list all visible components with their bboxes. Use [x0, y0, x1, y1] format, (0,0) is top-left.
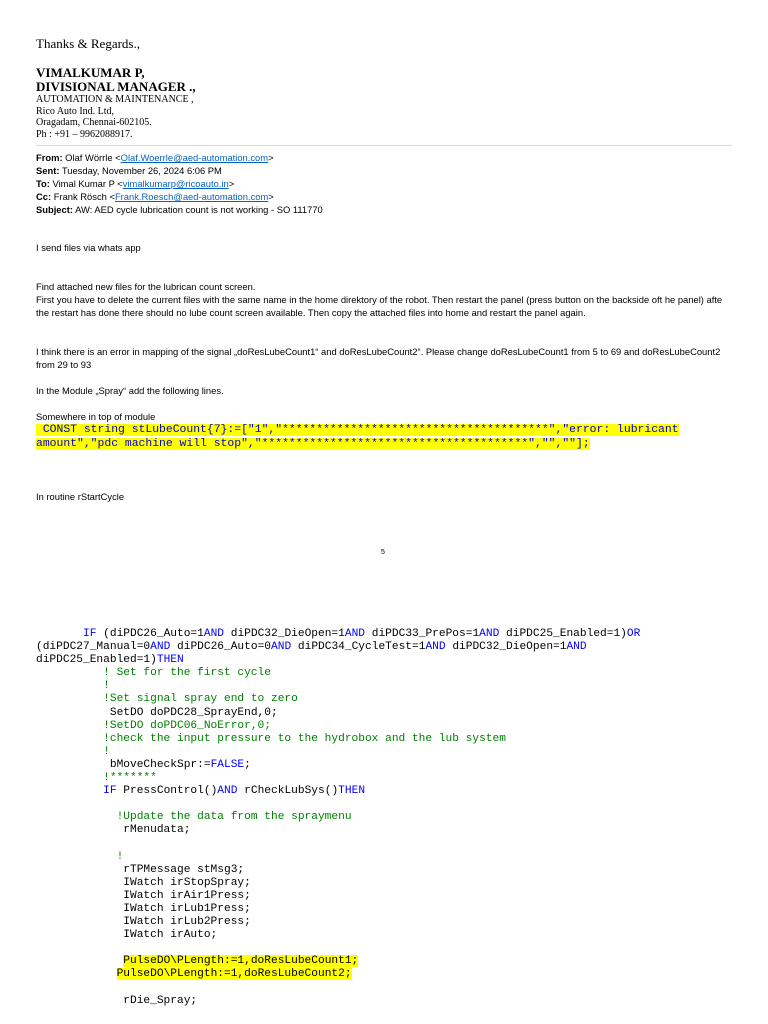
code-keyword-and: AND	[566, 641, 587, 654]
code-statement: IWatch irStopSpray;	[36, 876, 251, 889]
body-paragraph-2	[36, 280, 726, 319]
code-keyword-and: AND	[203, 628, 225, 640]
email-headers	[36, 151, 323, 216]
code-statement: IWatch irLub2Press;	[36, 916, 251, 929]
from-label: From:	[36, 152, 63, 163]
code-keyword-and: AND	[425, 641, 446, 654]
to-label: To:	[36, 178, 50, 189]
body-paragraph-2-line-2: First you have to delete the current files with the same name in the home direktory of the robot. Then restart the panel (press button on the backside oft he panel) afte the restart has done there should no lube count screen available. Then copy the attached files into home and restart the panel again.	[36, 294, 723, 318]
code-statement	[36, 759, 251, 771]
code-text: diPDC32_DieOpen=1	[224, 628, 345, 640]
page-number: 5	[381, 549, 385, 556]
cc-close: >	[268, 191, 274, 202]
code-statement: IWatch irAir1Press;	[36, 889, 251, 902]
header-sent	[36, 164, 323, 177]
code-text: diPDC26_Auto=0	[170, 641, 272, 654]
code-keyword-if: IF	[103, 785, 117, 798]
code-text: bMoveCheckSpr:=	[36, 758, 211, 771]
code-comment: !	[36, 745, 110, 758]
code-comment: !Set signal spray end to zero	[36, 693, 298, 706]
header-from	[36, 151, 323, 164]
code-keyword-and: AND	[479, 628, 500, 640]
code-line-2	[36, 641, 587, 653]
code-keyword-and: AND	[217, 785, 238, 798]
code-indent	[36, 968, 117, 980]
code-indent	[36, 955, 123, 967]
code-text: PressControl()	[116, 785, 218, 798]
code-comment: ! Set for the first cycle	[36, 667, 271, 680]
subject-label: Subject:	[36, 204, 73, 215]
code-highlighted-statement: PulseDO\PLength:=1,doResLubeCount1;	[123, 955, 359, 968]
code-comment: !	[36, 850, 124, 863]
header-to	[36, 177, 323, 190]
code-line-3	[36, 654, 184, 666]
to-close: >	[228, 178, 235, 189]
code-text: diPDC34_CycleTest=1	[291, 641, 426, 654]
from-name: Olaf Wörrle <	[65, 152, 121, 163]
code-text: ;	[244, 758, 251, 771]
code-keyword-and: AND	[344, 628, 366, 640]
signature-address: Oragadam, Chennai-602105.	[36, 117, 152, 128]
code-line-1	[36, 628, 640, 640]
code-text: (diPDC26_Auto=1	[96, 628, 204, 640]
from-close: >	[268, 152, 274, 163]
body-paragraph-2-line-1: Find attached new files for the lubrican count screen.	[36, 281, 256, 292]
signature-phone: Ph : +91 – 9962088917.	[36, 128, 133, 140]
to-name: Vimal Kumar P <	[52, 178, 123, 189]
code-statement: rTPMessage stMsg3;	[36, 863, 245, 876]
code-text: diPDC32_DieOpen=1	[445, 641, 567, 654]
header-divider	[36, 145, 732, 146]
code-text: diPDC25_Enabled=1)	[499, 628, 627, 640]
body-paragraph-4: In the Module „Spray“ add the following lines.	[36, 385, 224, 396]
code-text: rCheckLubSys()	[237, 785, 339, 798]
code-keyword-then: THEN	[156, 654, 184, 667]
code-statement: rDie_Spray;	[36, 994, 198, 1007]
subject-value: AW: AED cycle lubrication count is not working - SO 111770	[75, 204, 323, 215]
code-highlight-line-2	[36, 968, 352, 980]
code-statement	[36, 785, 365, 797]
signature-thanks: Thanks & Regards.,	[36, 36, 140, 51]
const-line-1	[36, 423, 726, 437]
sent-label: Sent:	[36, 165, 60, 176]
code-keyword-false: FALSE	[210, 758, 245, 771]
code-comment: !*******	[36, 772, 157, 785]
sent-value: Tuesday, November 26, 2024 6:06 PM	[61, 165, 222, 176]
cc-name: Frank Rösch <	[53, 191, 115, 202]
email-signature	[36, 36, 196, 140]
header-cc	[36, 190, 323, 203]
code-statement: IWatch irAuto;	[36, 929, 218, 942]
signature-title: DIVISIONAL MANAGER .,	[36, 79, 196, 94]
const-line-1-text: CONST string stLubeCount{7}:=["1","***************************************","error: lubricant	[36, 424, 679, 436]
body-paragraph-5: Somewhere in top of module	[36, 411, 156, 422]
const-line-2	[36, 437, 726, 451]
code-keyword-and: AND	[150, 641, 171, 654]
from-email-link[interactable]: Olaf.Woerrle@aed-automation.com	[120, 152, 269, 163]
code-keyword-if: IF	[83, 628, 97, 640]
code-statement: IWatch irLub1Press;	[36, 902, 251, 915]
code-comment: !	[36, 680, 110, 693]
code-keyword-and: AND	[271, 641, 292, 654]
code-comment: !check the input pressure to the hydrobox and the lub system	[36, 732, 506, 745]
code-comment: !SetDO doPDC06_NoError,0;	[36, 719, 271, 732]
code-indent	[36, 628, 83, 640]
signature-department: AUTOMATION & MAINTENANCE ,	[36, 94, 194, 105]
code-statement: rMenudata;	[36, 824, 191, 837]
signature-company: Rico Auto Ind. Ltd,	[36, 105, 115, 117]
code-text: (diPDC27_Manual=0	[36, 641, 151, 654]
code-highlight-line-1	[36, 955, 358, 967]
code-text: diPDC33_PrePos=1	[365, 628, 480, 640]
code-block	[36, 628, 640, 1008]
code-keyword-or: OR	[626, 628, 641, 640]
body-paragraph-6: In routine rStartCycle	[36, 491, 125, 502]
code-text: diPDC25_Enabled=1)	[36, 654, 157, 667]
cc-email-link[interactable]: Frank.Roesch@aed-automation.com	[114, 191, 269, 202]
code-keyword-then: THEN	[338, 785, 366, 798]
signature-name: VIMALKUMAR P,	[36, 65, 145, 80]
cc-label: Cc:	[36, 191, 52, 202]
body-paragraph-1: I send files via whats app	[36, 242, 141, 253]
code-statement: SetDO doPDC28_SprayEnd,0;	[36, 706, 278, 719]
to-email-link[interactable]: vimalkumarp@ricoauto.in	[122, 178, 229, 189]
code-indent	[36, 785, 103, 797]
body-paragraph-3: I think there is an error in mapping of the signal „doResLubeCount1“ and doResLubeCount2“. Please change doResLubeCount1 from 5 to 69 and doResLubeCount2 from 29 to 93	[36, 346, 721, 370]
code-comment: !Update the data from the spraymenu	[36, 811, 352, 824]
code-highlighted-statement: PulseDO\PLength:=1,doResLubeCount2;	[116, 968, 352, 981]
header-subject	[36, 203, 323, 216]
const-line-2-text: amount","pdc machine will stop","***************************************","",""];	[36, 438, 590, 450]
